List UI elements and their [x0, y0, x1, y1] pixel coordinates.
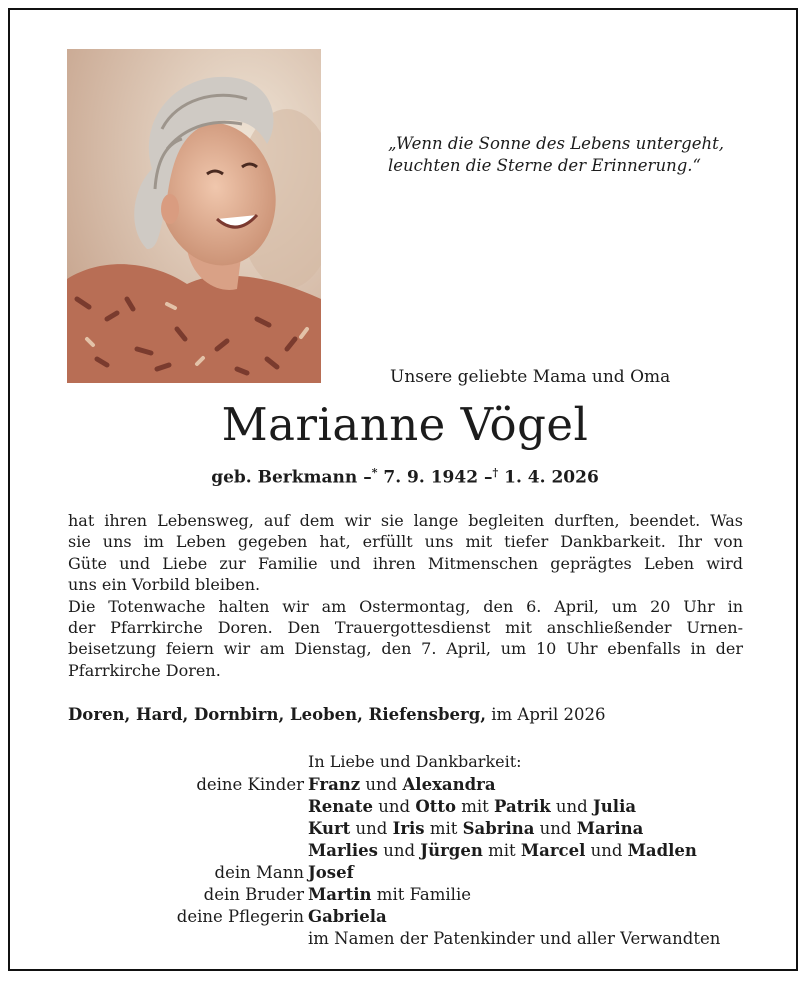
quote [388, 133, 758, 177]
body-line: sie uns im Leben gegeben hat, erfüllt uns mit tiefer Dankbarkeit. Ihr von [68, 532, 743, 552]
mourner-row [0, 775, 810, 797]
mourner-row [0, 907, 810, 929]
signoff: In Liebe und Dankbarkeit: [308, 752, 522, 771]
death-mark: † [492, 466, 499, 479]
connector-text: mit [455, 797, 495, 816]
mourner-role: deine Pflegerin [176, 907, 304, 926]
connector-text: und [373, 797, 416, 816]
date: im April 2026 [485, 705, 606, 724]
places: Doren, Hard, Dornbirn, Leoben, Riefensberg, [68, 705, 486, 724]
mourner-row [0, 929, 810, 951]
mourner-names [308, 907, 387, 926]
body-line: Güte und Liebe zur Familie und ihren Mitmenschen geprägtes Leben wird [68, 553, 743, 573]
mourner-names [308, 797, 636, 816]
connector-text: und [377, 841, 421, 860]
connector-text: und [550, 797, 593, 816]
connector-text: und [534, 819, 577, 838]
body-line: Die Totenwache halten wir am Ostermontag, den 6. April, um 20 Uhr in [68, 596, 743, 616]
body-line: der Pfarrkirche Doren. Den Trauergottesdienst mit anschließender Urnen- [68, 618, 743, 638]
mourner-name: Marlies [308, 841, 378, 860]
mourner-row [0, 841, 810, 863]
portrait-icon [67, 49, 321, 383]
birth-mark: * [371, 466, 378, 479]
mourner-name: Sabrina [462, 819, 535, 838]
mourner-names [308, 885, 471, 904]
birth-death-info [0, 466, 810, 488]
portrait-photo [67, 49, 321, 383]
mourner-name: Gabriela [308, 907, 387, 926]
places-date [68, 705, 606, 724]
body-line: beisetzung feiern wir am Dienstag, den 7. April, um 10 Uhr ebenfalls in der [68, 639, 743, 659]
mourner-name: Alexandra [402, 775, 496, 794]
separator: – [363, 467, 372, 488]
mourner-role: dein Bruder [203, 885, 304, 904]
connector-text: mit Familie [371, 885, 471, 904]
connector-text: und [350, 819, 393, 838]
mourner-name: Patrik [494, 797, 551, 816]
connector-text: und [360, 775, 403, 794]
obituary-body [68, 510, 743, 681]
birth-date: 7. 9. 1942 [383, 467, 479, 488]
mourner-names [308, 863, 354, 882]
mourner-role: deine Kinder [196, 775, 304, 794]
body-line: uns ein Vorbild bleiben. [68, 575, 261, 595]
mourner-name: Julia [593, 797, 637, 816]
mourner-names [308, 929, 720, 948]
intro-text: Unsere geliebte Mama und Oma [390, 367, 671, 387]
maiden-name: geb. Berkmann [211, 467, 358, 488]
mourner-names [308, 775, 496, 794]
connector-text: mit [424, 819, 463, 838]
connector-text: im Namen der Patenkinder und aller Verwandten [308, 929, 721, 948]
mourner-name: Madlen [627, 841, 697, 860]
mourner-name: Iris [392, 819, 425, 838]
mourners-list [0, 775, 810, 951]
mourner-name: Franz [308, 775, 361, 794]
quote-line-2: leuchten die Sterne der Erinnerung.“ [388, 156, 701, 175]
mourner-name: Josef [308, 863, 354, 882]
mourner-role: dein Mann [214, 863, 304, 882]
separator: – [483, 467, 493, 488]
mourner-row [0, 797, 810, 819]
mourner-names [308, 819, 643, 838]
mourner-name: Otto [415, 797, 456, 816]
mourner-row [0, 819, 810, 841]
quote-line-1: „Wenn die Sonne des Lebens untergeht, [388, 134, 724, 153]
mourner-name: Marina [576, 819, 644, 838]
mourner-name: Marcel [520, 841, 586, 860]
body-line: Pfarrkirche Doren. [68, 660, 221, 680]
mourner-name: Renate [308, 797, 374, 816]
mourner-row [0, 863, 810, 885]
death-date: 1. 4. 2026 [504, 467, 599, 488]
mourner-row [0, 885, 810, 907]
mourner-names [308, 841, 697, 860]
mourner-name: Martin [308, 885, 372, 904]
connector-text: und [585, 841, 628, 860]
mourner-name: Kurt [308, 819, 351, 838]
mourner-name: Jürgen [420, 841, 483, 860]
connector-text: mit [482, 841, 521, 860]
body-line: hat ihren Lebensweg, auf dem wir sie lange begleiten durften, beendet. Was [68, 511, 743, 530]
deceased-name: Marianne Vögel [221, 398, 589, 451]
